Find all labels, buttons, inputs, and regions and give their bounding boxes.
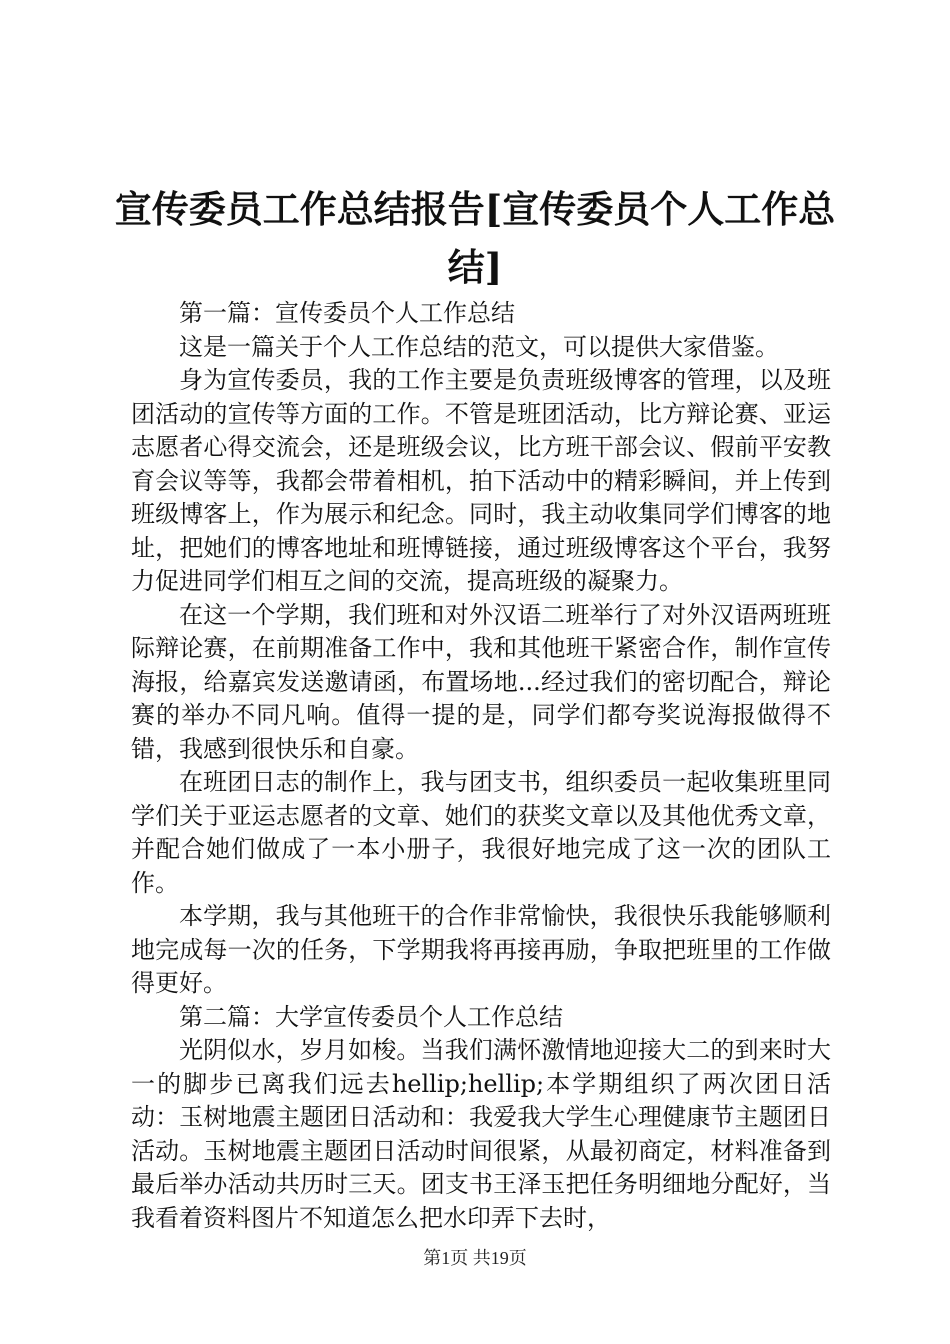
paragraph: 身为宣传委员，我的工作主要是负责班级博客的管理，以及班团活动的宣传等方面的工作。不管是班团活动，比方辩论赛、亚运志愿者心得交流会，还是班级会议，比方班干部会议、假前平安教育会议等等，我都会带着相机，拍下活动中的精彩瞬间，并上传到班级博客上，作为展示和纪念。同时，我主动收集同学们博客的地址，把她们的博客地址和班博链接，通过班级博客这个平台，我努力促进同学们相互之间的交流，提高班级的凝聚力。 <box>131 366 831 595</box>
page-footer: 第1页 共19页 <box>423 1248 527 1268</box>
paragraph: 这是一篇关于个人工作总结的范文，可以提供大家借鉴。 <box>179 332 779 361</box>
document-title <box>100 180 850 296</box>
section-heading-2: 第二篇：大学宣传委员个人工作总结 <box>179 1002 563 1031</box>
paragraph: 在这一个学期，我们班和对外汉语二班举行了对外汉语两班班际辩论赛，在前期准备工作中，我和其他班干紧密合作，制作宣传海报，给嘉宾发送邀请函，布置场地...经过我们的密切配合，辩论赛的举办不同凡响。值得一提的是，同学们都夸奖说海报做得不错，我感到很快乐和自豪。 <box>131 600 831 763</box>
title-line-1: 宣传委员工作总结报告[宣传委员个人工作总 <box>114 187 836 231</box>
section-heading-1: 第一篇：宣传委员个人工作总结 <box>179 299 515 327</box>
document-body <box>131 297 831 1235</box>
paragraph: 光阴似水，岁月如梭。当我们满怀激情地迎接大二的到来时大一的脚步已离我们远去hellip;hellip;本学期组织了两次团日活动：玉树地震主题团日活动和：我爱我大学生心理健康节主题团日活动。玉树地震主题团日活动时间很紧，从最初商定，材料准备到最后举办活动共历时三天。团支书王泽玉把任务明细地分配好，当我看着资料图片不知道怎么把水印弄下去时， <box>131 1036 831 1232</box>
paragraph: 本学期，我与其他班干的合作非常愉快，我很快乐我能够顺利地完成每一次的任务，下学期我将再接再励，争取把班里的工作做得更好。 <box>131 902 831 997</box>
paragraph: 在班团日志的制作上，我与团支书，组织委员一起收集班里同学们关于亚运志愿者的文章、她们的获奖文章以及其他优秀文章，并配合她们做成了一本小册子，我很好地完成了这一次的团队工作。 <box>131 768 831 897</box>
title-line-2: 结] <box>447 245 503 289</box>
